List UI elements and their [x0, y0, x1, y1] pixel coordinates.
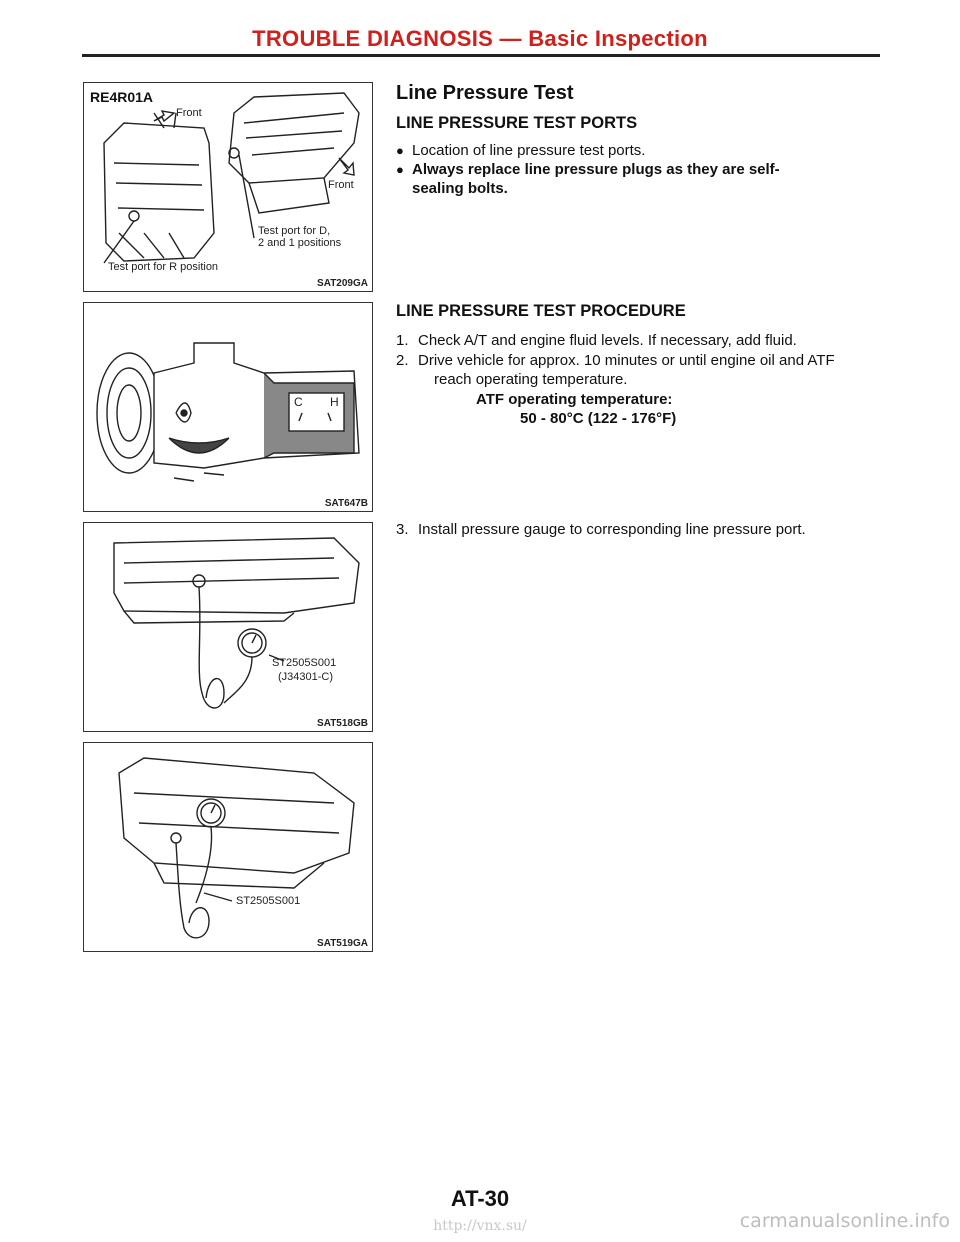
figure-temperature-gauge: [83, 302, 373, 512]
bullet-text-line2: sealing bolts.: [412, 180, 508, 197]
step-number: 2.: [396, 352, 409, 369]
figure-gauge-install-2: [83, 742, 373, 952]
section-title: Line Pressure Test: [396, 82, 574, 104]
step-text: Check A/T and engine fluid levels. If necessary, add fluid.: [418, 332, 797, 349]
gauge-install-illustration-2: [84, 743, 374, 953]
bullet-text-line1: Always replace line pressure plugs as they are self-: [412, 161, 780, 178]
spec-value: 50 - 80°C (122 - 176°F): [520, 410, 677, 427]
header-rule: [82, 54, 880, 57]
figure-gauge-install-1: [83, 522, 373, 732]
spec-label: ATF operating temperature:: [476, 391, 673, 408]
port-r-label: Test port for R position: [108, 261, 219, 273]
section2-heading: LINE PRESSURE TEST PROCEDURE: [396, 302, 686, 320]
tool-number-label: ST2505S001: [236, 895, 301, 907]
tool-number-label: ST2505S001: [272, 657, 337, 669]
figure-transmission-ports: [83, 82, 373, 292]
step-text: Install pressure gauge to corresponding line pressure port.: [418, 521, 806, 538]
bullet-marker: ●: [396, 162, 404, 177]
tool-number-label-alt: (J34301-C): [278, 671, 334, 683]
footer-url[interactable]: http://vnx.su/: [433, 1218, 527, 1234]
bullet-text: Location of line pressure test ports.: [412, 142, 646, 159]
step-text-line1: Drive vehicle for approx. 10 minutes or until engine oil and ATF: [418, 352, 835, 369]
gauge-install-illustration: [84, 523, 374, 733]
step-number: 1.: [396, 332, 409, 349]
step-text-line2: reach operating temperature.: [434, 371, 628, 388]
port-d-label: Test port for D,: [258, 225, 331, 237]
figure-code: SAT647B: [324, 498, 368, 509]
page-number: AT-30: [450, 1186, 510, 1211]
bullet-marker: ●: [396, 143, 404, 158]
section1-heading: LINE PRESSURE TEST PORTS: [396, 114, 638, 132]
front-label-left: Front: [176, 107, 202, 119]
figure-code: SAT209GA: [317, 278, 368, 289]
watermark: carmanualsonline.info: [739, 1210, 950, 1232]
header-title: TROUBLE DIAGNOSIS — Basic Inspection: [252, 26, 708, 51]
front-label-right: Front: [328, 179, 354, 191]
figure-code: SAT518GB: [317, 718, 368, 729]
transmission-model-label: RE4R01A: [90, 89, 154, 105]
port-d-label-line2: 2 and 1 positions: [258, 237, 342, 249]
figure-code: SAT519GA: [317, 938, 368, 949]
gauge-hot-label: H: [330, 395, 339, 409]
step-number: 3.: [396, 521, 409, 538]
gauge-cold-label: C: [294, 395, 303, 409]
